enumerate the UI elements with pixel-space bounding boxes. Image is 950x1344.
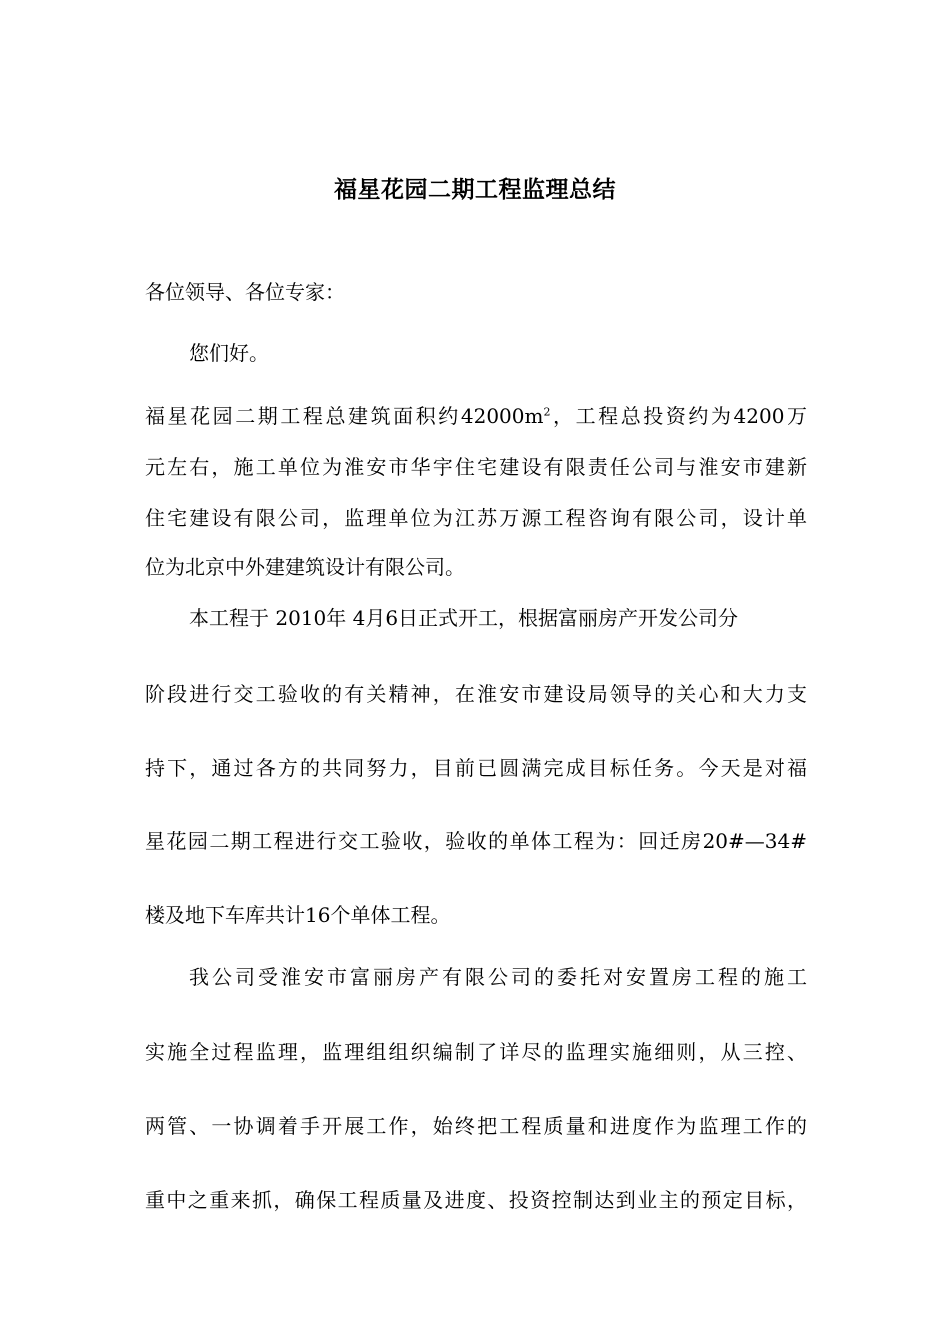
paragraph-3-line-2: 实施全过程监理，监理组组织编制了详尽的监理实施细则，从三控、	[145, 1040, 807, 1064]
paragraph-1-line-4: 位为北京中外建建筑设计有限公司。	[145, 555, 465, 579]
paragraph-2-line-4: 星花园二期工程进行交工验收，验收的单体工程为：回迁房20#—34#	[145, 829, 807, 853]
paragraph-1-line-1-rest: ，工程总投资约为4200万	[550, 404, 807, 428]
paragraph-2-line-3: 持下，通过各方的共同努力，目前已圆满完成目标任务。今天是对福	[145, 756, 807, 780]
paragraph-2-line-2: 阶段进行交工验收的有关精神，在淮安市建设局领导的关心和大力支	[145, 682, 807, 706]
paragraph-1-line-1-text: 福星花园二期工程总建筑面积约42000m	[145, 404, 544, 428]
paragraph-1-line-2: 元左右，施工单位为淮安市华宇住宅建设有限责任公司与淮安市建新	[145, 455, 807, 479]
greeting: 您们好。	[189, 341, 269, 365]
paragraph-2-line-1: 本工程于 2010年 4月6日正式开工，根据富丽房产开发公司分	[189, 606, 739, 630]
paragraph-2-line-5: 楼及地下车库共计16个单体工程。	[145, 903, 451, 927]
paragraph-1-line-1	[145, 401, 807, 431]
paragraph-3-line-1: 我公司受淮安市富丽房产有限公司的委托对安置房工程的施工	[189, 965, 807, 989]
paragraph-1-line-3: 住宅建设有限公司，监理单位为江苏万源工程咨询有限公司，设计单	[145, 506, 807, 530]
document-title: 福星花园二期工程监理总结	[334, 176, 616, 203]
area-unit-superscript: 2	[543, 405, 551, 419]
paragraph-3-line-4: 重中之重来抓，确保工程质量及进度、投资控制达到业主的预定目标，	[145, 1188, 807, 1212]
salutation: 各位领导、各位专家：	[145, 280, 345, 304]
paragraph-3-line-3: 两管、一协调着手开展工作，始终把工程质量和进度作为监理工作的	[145, 1114, 807, 1138]
